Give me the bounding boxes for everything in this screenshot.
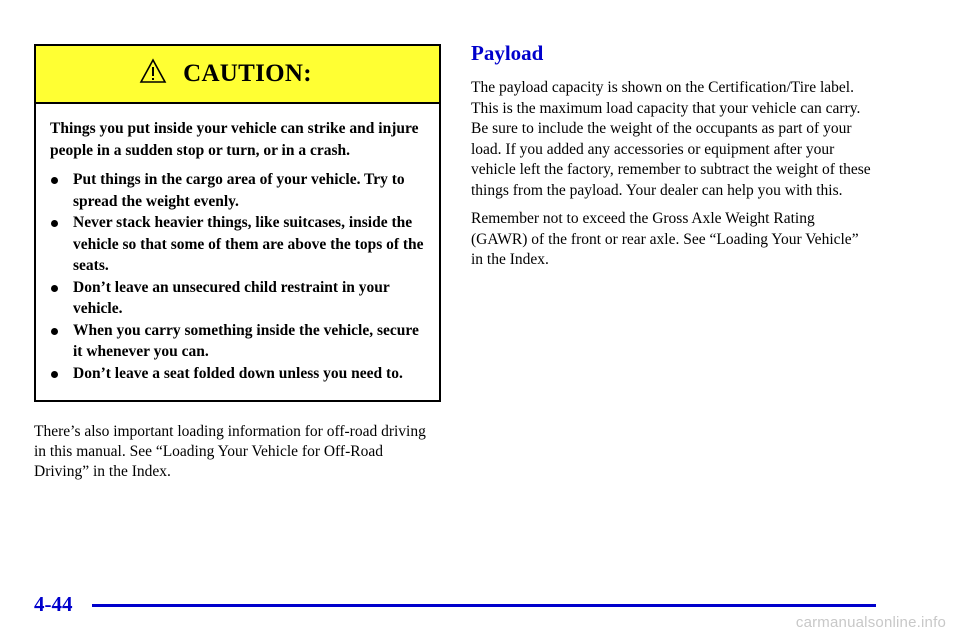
page-number: 4-44 (34, 592, 73, 616)
payload-paragraph: The payload capacity is shown on the Certification/Tire label. This is the maximum load capacity that your vehicle can carry. Be sure to include the weight of the occupants as part of your load. If you added any accessories or equipment after your vehicle left the factory, remember to subtract the weight of these things from the payload. Your dealer can help you with this. (471, 79, 871, 199)
caution-list (50, 169, 425, 384)
caution-box (34, 44, 441, 402)
caution-item: Don’t leave an unsecured child restraint in your vehicle. (50, 277, 425, 320)
payload-heading: Payload (471, 41, 544, 65)
caution-intro: Things you put inside your vehicle can strike and injure people in a sudden stop or turn, or in a crash. (50, 120, 419, 159)
caution-item: When you carry something inside the vehicle, secure it whenever you can. (50, 320, 425, 363)
caution-item: Put things in the cargo area of your vehicle. Try to spread the weight evenly. (50, 169, 425, 212)
caution-item: Never stack heavier things, like suitcases, inside the vehicle so that some of them are above the tops of the seats. (50, 212, 425, 277)
left-column (34, 44, 441, 498)
right-column (471, 40, 871, 279)
caution-title: CAUTION: (183, 60, 312, 87)
footer-divider (92, 604, 876, 607)
warning-triangle-icon (139, 58, 167, 84)
caution-item: Don’t leave a seat folded down unless you need to. (50, 363, 425, 385)
payload-paragraph: Remember not to exceed the Gross Axle Weight Rating (GAWR) of the front or rear axle. See “Loading Your Vehicle” in the Index. (471, 210, 859, 268)
off-road-note: There’s also important loading information for off-road driving in this manual. See “Loading Your Vehicle for Off-Road Driving” in the Index. (34, 423, 426, 480)
watermark: carmanualsonline.info (795, 614, 946, 631)
caution-body (36, 104, 439, 400)
caution-header (36, 46, 439, 104)
